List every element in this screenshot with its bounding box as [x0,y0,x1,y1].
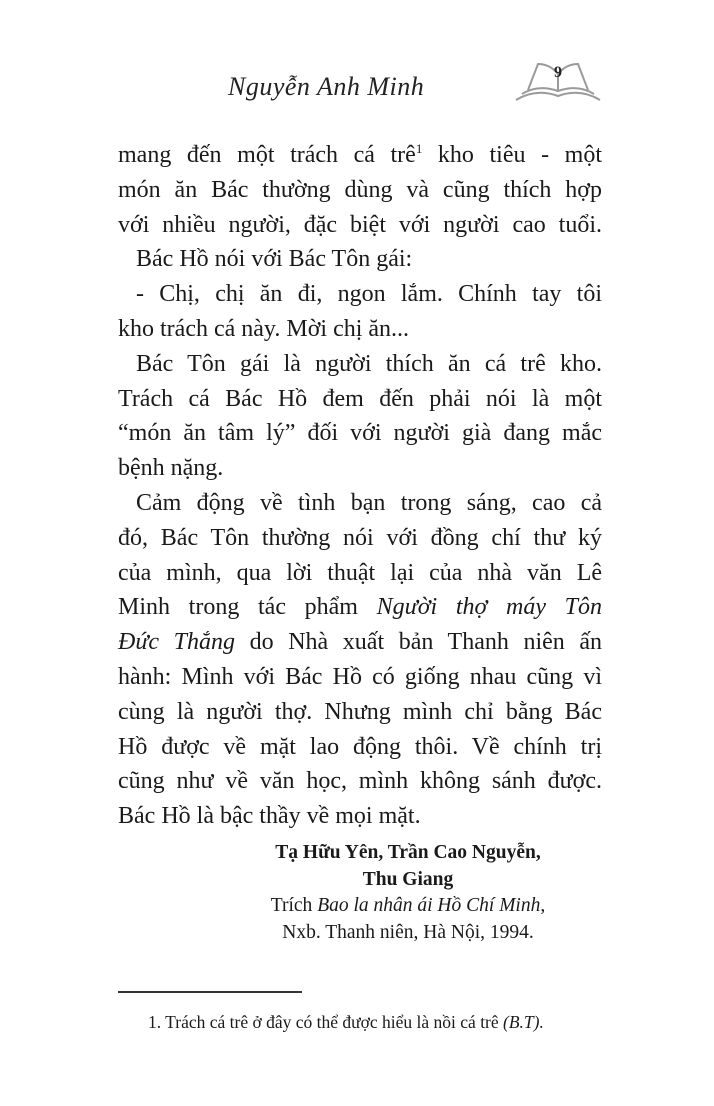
footnote-note: (B.T). [503,1012,544,1032]
text-segment: mang đến một trách cá trê [118,142,416,168]
text-segment: kho tiêu - một [422,142,602,168]
text-segment: hành: Mình với Bác Hồ có giống nhau cũng vì [118,663,602,690]
text-segment: món ăn Bác thường dùng và cũng thích hợp [118,176,602,203]
text-line [118,173,602,208]
text-line [118,799,602,834]
text-segment: của mình, qua lời thuật lại của nhà văn Lê [118,559,602,586]
text-segment: do Nhà xuất bản Thanh niên ấn [235,629,603,656]
text-segment: Bác Hồ là bậc thầy về mọi mặt. [118,803,421,830]
page-number-badge [512,60,604,104]
text-line [118,242,602,277]
text-line [118,730,602,765]
text-segment: “món ăn tâm lý” đối với người già đang mắc [118,420,602,447]
text-segment: Hồ được về mặt lao động thôi. Về chính trị [118,733,602,760]
text-line [118,590,602,625]
text-line [118,312,602,347]
footnote-divider [118,991,302,993]
text-segment: Trách cá Bác Hồ đem đến phải nói là một [118,385,602,412]
running-header-author: Nguyễn Anh Minh [228,72,425,101]
footnote-ref: 1 [415,141,423,156]
text-segment: Cảm động về tình bạn trong sáng, cao cả [136,489,602,516]
attribution-publisher: Nxb. Thanh niên, Hà Nội, 1994. [282,921,534,943]
text-line [118,521,602,556]
text-line [118,486,602,521]
text-line [118,451,602,486]
text-segment: đó, Bác Tôn thường nói với đồng chí thư ký [118,524,602,551]
text-line [118,208,602,243]
text-line [118,625,602,660]
text-line [118,764,602,799]
text-line [118,416,602,451]
text-line [118,660,602,695]
text-segment: Người thợ máy Tôn [376,594,602,621]
text-line [118,556,602,591]
text-segment: bệnh nặng. [118,455,224,482]
source-suffix: , [540,895,546,916]
page-number: 9 [554,64,562,81]
text-line [118,138,602,173]
attribution-authors: Tạ Hữu Yên, Trần Cao Nguyễn, [275,842,541,863]
text-line [118,382,602,417]
footnote [148,1012,544,1033]
text-segment: cũng như về văn học, mình không sánh được. [118,768,602,795]
attribution-authors-cont: Thu Giang [362,868,454,890]
text-line [118,347,602,382]
text-segment: với nhiều người, đặc biệt với người cao tuổi. [118,211,602,238]
source-title: Bao la nhân ái Hồ Chí Minh [317,895,541,916]
source-prefix: Trích [270,895,318,916]
text-segment: Đức Thắng [118,629,236,656]
attribution [230,840,586,946]
footnote-text: 1. Trách cá trê ở đây có thể được hiểu là nồi cá trê [148,1012,504,1032]
body-text [118,138,602,834]
text-line [118,277,602,312]
text-segment: Bác Tôn gái là người thích ăn cá trê kho. [136,350,602,377]
text-segment: cùng là người thợ. Nhưng mình chỉ bằng Bác [118,698,602,725]
text-segment: kho trách cá này. Mời chị ăn... [118,315,410,342]
attribution-source [230,893,586,920]
text-segment: Bác Hồ nói với Bác Tôn gái: [136,246,413,273]
text-line [118,695,602,730]
text-segment: Minh trong tác phẩm [118,594,377,621]
text-segment: - Chị, chị ăn đi, ngon lắm. Chính tay tôi [136,281,602,308]
